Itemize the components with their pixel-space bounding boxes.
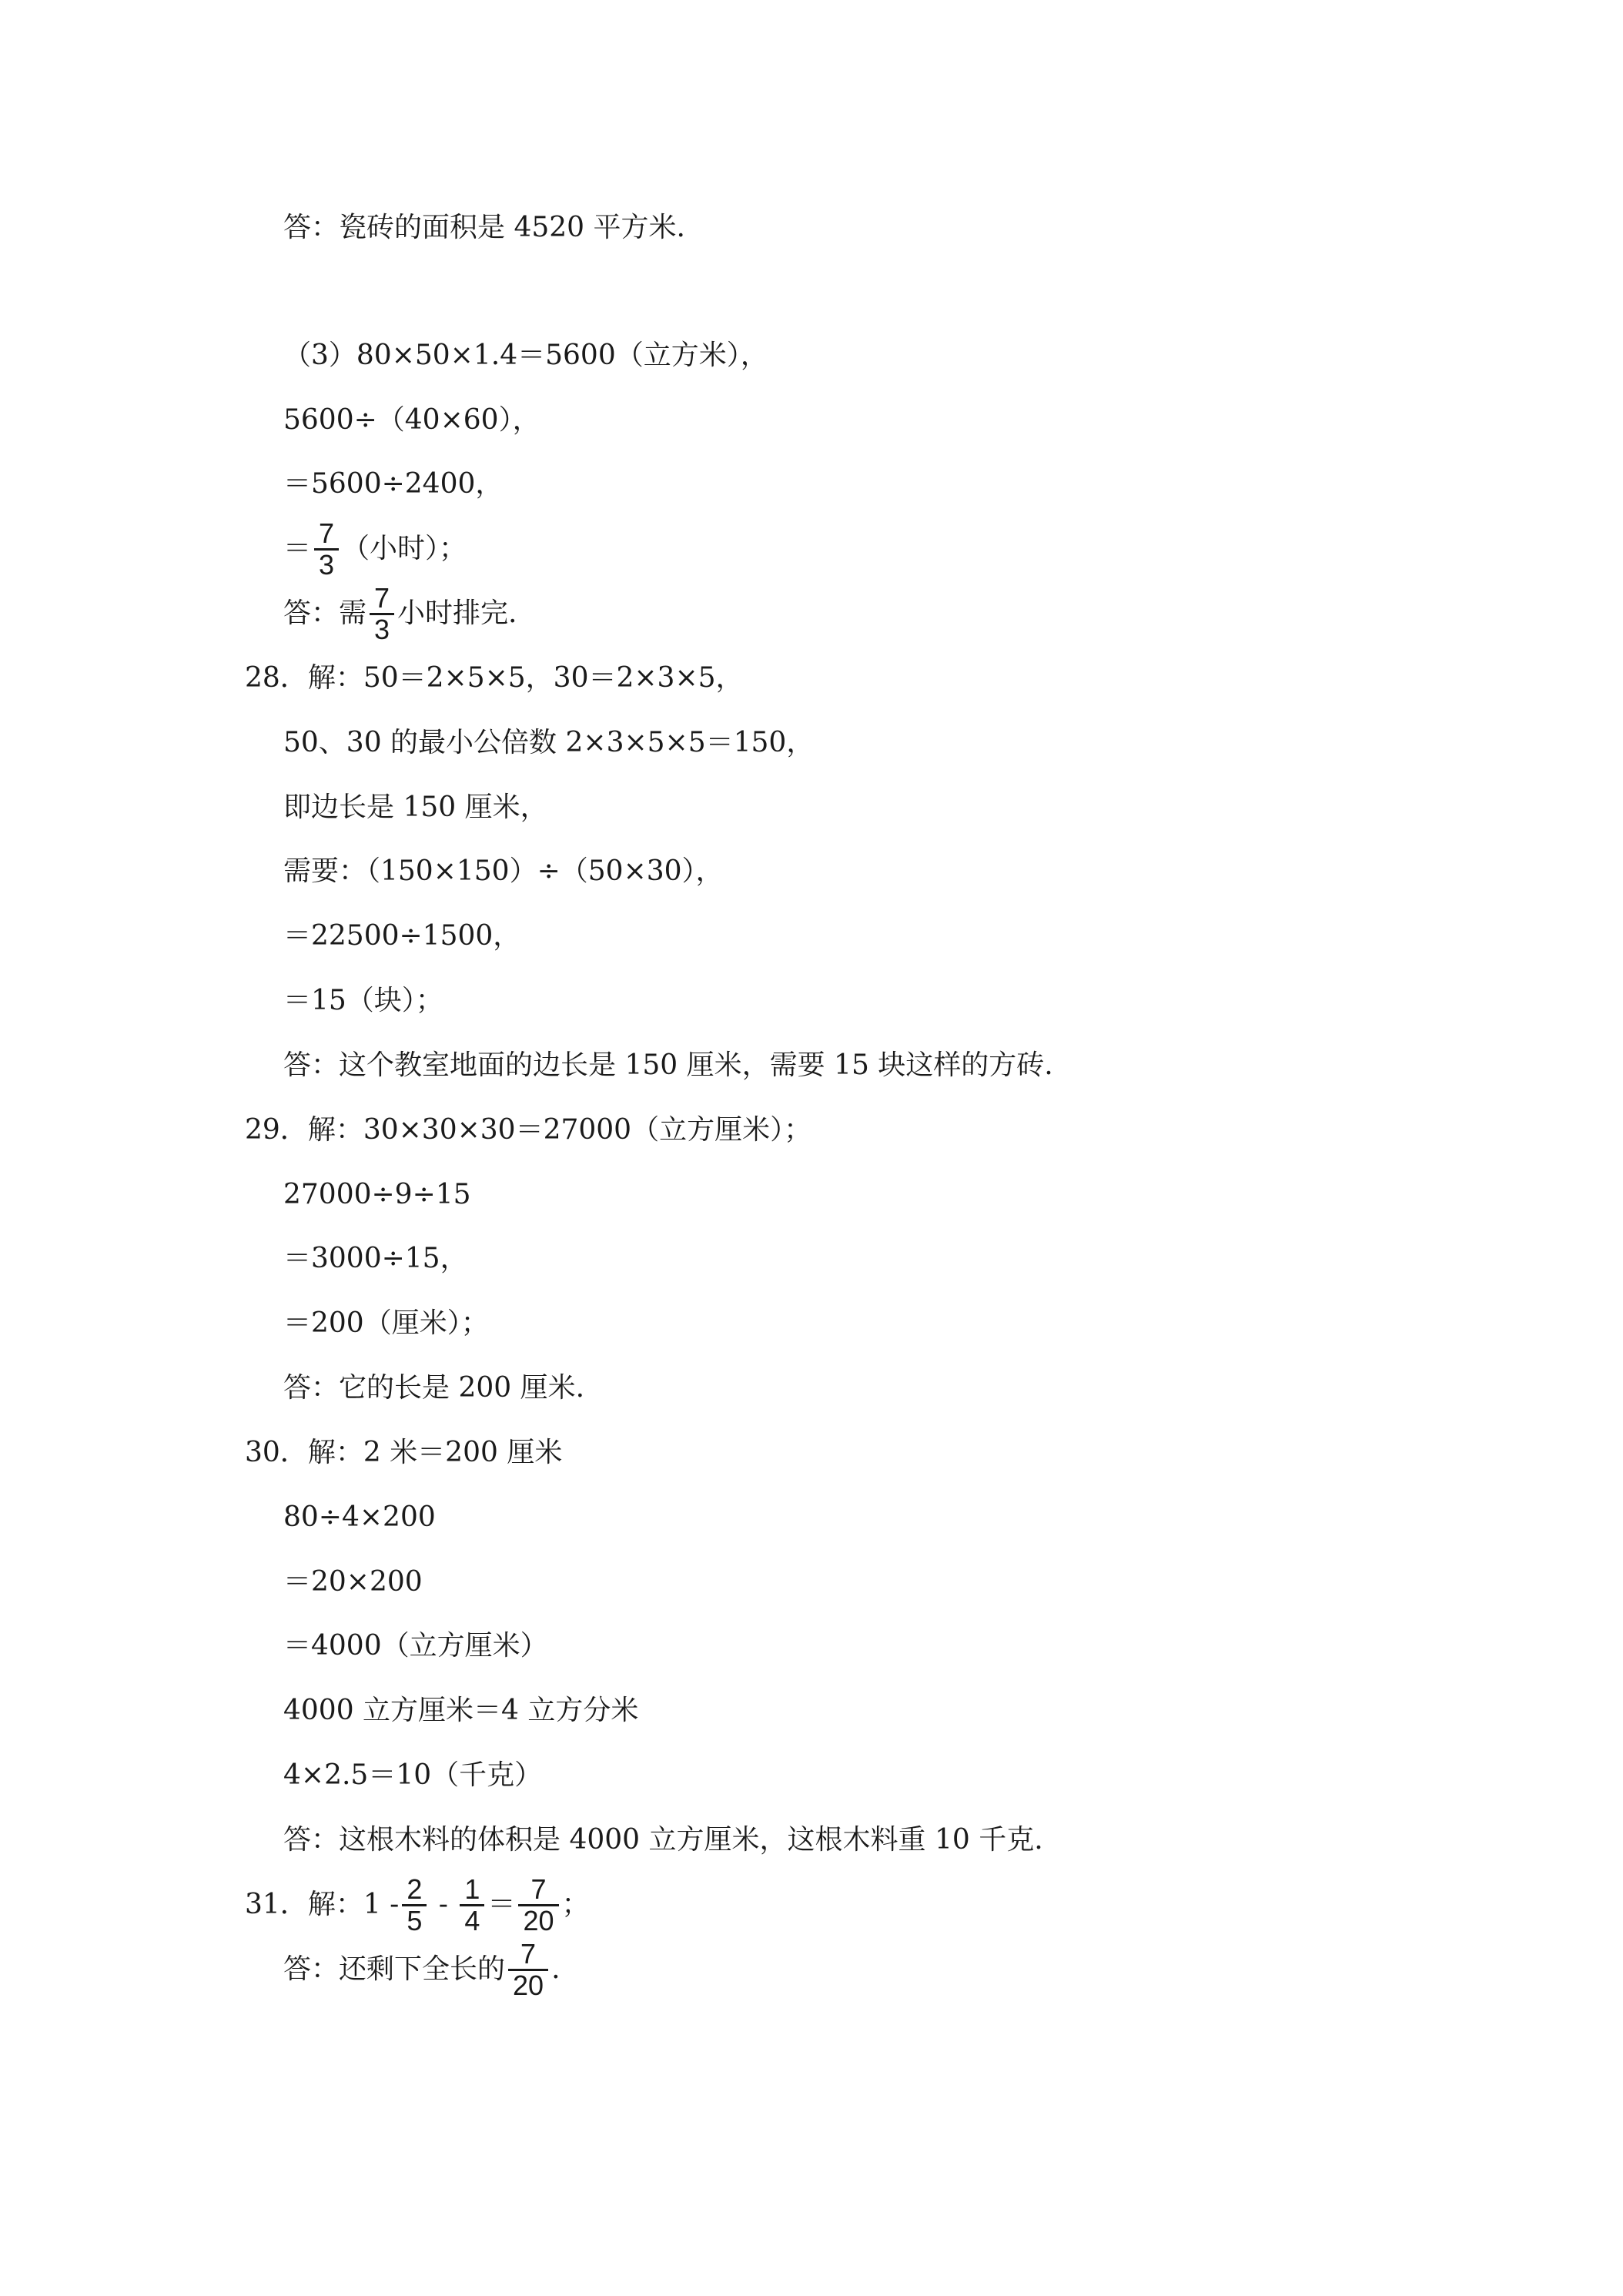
text: 需要：（150×150）÷（50×30）， bbox=[283, 855, 724, 887]
line-division bbox=[283, 909, 520, 963]
line-lcm bbox=[283, 716, 814, 770]
denominator: 3 bbox=[370, 613, 394, 644]
text: . bbox=[551, 1953, 561, 1985]
step-volume bbox=[283, 329, 768, 383]
text: 答：还剩下全长的 bbox=[283, 1953, 506, 1985]
text: 4000 立方厘米＝4 立方分米 bbox=[283, 1695, 639, 1726]
text: 解：50＝2×5×5，30＝2×3×5， bbox=[307, 662, 744, 694]
denominator: 20 bbox=[508, 1969, 548, 2000]
fraction bbox=[314, 519, 339, 580]
text: （小时）； bbox=[342, 533, 467, 564]
text: - bbox=[430, 1889, 457, 1920]
text: （3）80×50×1.4＝5600（立方米）， bbox=[283, 340, 768, 371]
text: ＝5600÷2400， bbox=[283, 468, 504, 500]
text: ＝15（块）； bbox=[283, 985, 443, 1016]
denominator: 5 bbox=[402, 1904, 427, 1936]
answer-30 bbox=[283, 1813, 1043, 1867]
question-number: 30． bbox=[245, 1437, 308, 1468]
text: ＝ bbox=[283, 533, 312, 564]
denominator: 20 bbox=[518, 1904, 558, 1936]
text: 答：这根木料的体积是 4000 立方厘米，这根木料重 10 千克. bbox=[283, 1824, 1043, 1856]
step-result bbox=[283, 457, 503, 511]
numerator: 7 bbox=[374, 581, 390, 614]
text: 80÷4×200 bbox=[283, 1501, 436, 1533]
text: ； bbox=[561, 1889, 590, 1920]
question-31 bbox=[245, 1873, 590, 1936]
text: ＝3000÷15， bbox=[283, 1243, 468, 1274]
text: 答：它的长是 200 厘米. bbox=[283, 1372, 585, 1404]
line-29-b bbox=[283, 1232, 468, 1286]
answer-28 bbox=[283, 1039, 1053, 1093]
numerator: 2 bbox=[407, 1873, 423, 1905]
fraction bbox=[370, 581, 394, 645]
denominator: 4 bbox=[460, 1904, 484, 1936]
text: ＝200（厘米）； bbox=[283, 1307, 489, 1339]
fraction bbox=[460, 1875, 484, 1936]
question-number: 28． bbox=[245, 662, 308, 694]
line-side-length bbox=[283, 781, 548, 835]
text: 答：需 bbox=[283, 597, 367, 629]
line-29-c bbox=[283, 1297, 489, 1350]
fraction bbox=[402, 1875, 427, 1936]
text: 27000÷9÷15 bbox=[283, 1179, 471, 1210]
answer-29 bbox=[283, 1361, 584, 1415]
answer-31 bbox=[283, 1937, 561, 2001]
fraction bbox=[508, 1937, 548, 2001]
line-need bbox=[283, 845, 724, 899]
line-30-d bbox=[283, 1684, 638, 1738]
text: ＝20×200 bbox=[283, 1566, 423, 1598]
text: 答：瓷砖的面积是 4520 平方米. bbox=[283, 212, 685, 243]
line-29-a bbox=[283, 1168, 471, 1222]
denominator: 3 bbox=[314, 548, 339, 580]
text: 解：2 米＝200 厘米 bbox=[307, 1437, 563, 1468]
question-number: 29． bbox=[245, 1114, 308, 1146]
text: 解：30×30×30＝27000（立方厘米）； bbox=[307, 1114, 812, 1146]
step-fraction-hours bbox=[283, 517, 467, 581]
answer-tile-area bbox=[283, 201, 685, 255]
text: ＝ bbox=[487, 1889, 516, 1920]
line-30-e bbox=[283, 1749, 542, 1802]
text: 5600÷（40×60）， bbox=[283, 404, 540, 436]
text: 小时排完. bbox=[397, 597, 517, 629]
text: ＝22500÷1500， bbox=[283, 920, 521, 952]
text: 答：这个教室地面的边长是 150 厘米，需要 15 块这样的方砖. bbox=[283, 1049, 1053, 1081]
numerator: 1 bbox=[464, 1873, 480, 1905]
line-30-c bbox=[283, 1619, 548, 1673]
question-29 bbox=[245, 1103, 812, 1157]
line-30-a bbox=[283, 1491, 436, 1545]
numerator: 7 bbox=[530, 1873, 547, 1905]
numerator: 7 bbox=[520, 1937, 537, 1970]
text: 解：1 - bbox=[307, 1889, 400, 1920]
text: 50、30 的最小公倍数 2×3×5×5＝150， bbox=[283, 727, 815, 758]
question-number: 31． bbox=[245, 1889, 308, 1920]
numerator: 7 bbox=[319, 517, 335, 549]
text: 4×2.5＝10（千克） bbox=[283, 1759, 543, 1791]
text: ＝4000（立方厘米） bbox=[283, 1630, 548, 1662]
fraction bbox=[518, 1875, 558, 1936]
text: 即边长是 150 厘米， bbox=[283, 792, 548, 823]
line-blocks bbox=[283, 974, 443, 1028]
answer-drain-time bbox=[283, 581, 517, 645]
line-30-b bbox=[283, 1555, 423, 1609]
question-28 bbox=[245, 651, 744, 705]
step-divide bbox=[283, 393, 540, 447]
question-30 bbox=[245, 1426, 562, 1480]
